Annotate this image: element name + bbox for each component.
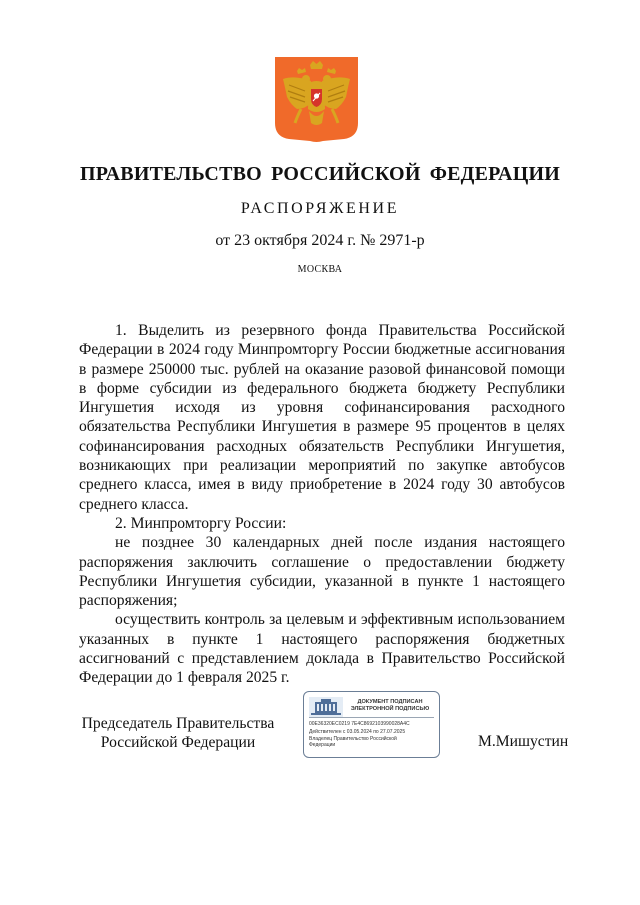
stamp-heading: [344, 699, 436, 713]
document-date-number: от 23 октября 2024 г. № 2971-р: [215, 232, 425, 249]
document-type: РАСПОРЯЖЕНИЕ: [240, 200, 400, 217]
signatory-position-line-2: Российской Федерации: [100, 734, 256, 751]
russian-coat-of-arms-icon: [275, 57, 358, 143]
paragraph-2-item-1: не позднее 30 календарных дней после издания настоящего распоряжения заключить соглашение о предоставлении бюджету Республики Ингушетия субсидии, указанной в пункте 1 настоящего распоряжения;: [79, 534, 565, 610]
stamp-heading-line-2: ЭЛЕКТРОННОЙ ПОДПИСЬЮ: [350, 705, 430, 712]
paragraph-1: 1. Выделить из резервного фонда Правительства Российской Федерации в 2024 году Минпромторгу России бюджетные ассигнования в размере 250000 тыс. рублей на оказание разовой финансовой помощи в форме субсидии из федерального бюджета бюджету Республики Ингушетия исходя из уровня софинансирования расходного обязательства Республики Ингушетия в размере 95 процентов в целях софинансирования расходных обязательств Республики Ингушетия, возникающих при реализации мероприятий по закупке автобусов среднего класса, имея в виду приобретение в 2024 году 30 автобусов среднего класса.: [79, 322, 565, 513]
paragraph-2-item-2: осуществить контроль за целевым и эффективным использованием указанных в пункте 1 настоящего распоряжения бюджетных ассигнований с представлением доклада в Правительство Российской Федерации до 1 февраля 2025 г.: [79, 611, 565, 687]
signatory-position-line-1: Председатель Правительства: [81, 715, 275, 732]
stamp-owner-line-2: Федерации: [309, 742, 336, 748]
document-title: ПРАВИТЕЛЬСТВО РОССИЙСКОЙ ФЕДЕРАЦИИ: [80, 163, 560, 185]
stamp-validity: Действителен с 03.05.2024 по 27.07.2025: [309, 729, 406, 735]
stamp-heading-line-1: ДОКУМЕНТ ПОДПИСАН: [357, 699, 423, 705]
government-building-icon: [309, 697, 343, 717]
document-body: [79, 321, 565, 688]
stamp-owner-line-1: Владелец Правительство Российской: [309, 736, 397, 742]
stamp-certificate: 00E36320EC0219 7E4C8692103990028A4C: [309, 721, 410, 727]
signatory-position: [78, 714, 278, 752]
signatory-name: М.Мишустин: [478, 733, 569, 750]
document-city: МОСКВА: [297, 264, 343, 275]
stamp-divider: [309, 717, 434, 718]
paragraph-2: 2. Минпромторгу России:: [115, 514, 287, 532]
electronic-signature-stamp: [303, 691, 440, 758]
